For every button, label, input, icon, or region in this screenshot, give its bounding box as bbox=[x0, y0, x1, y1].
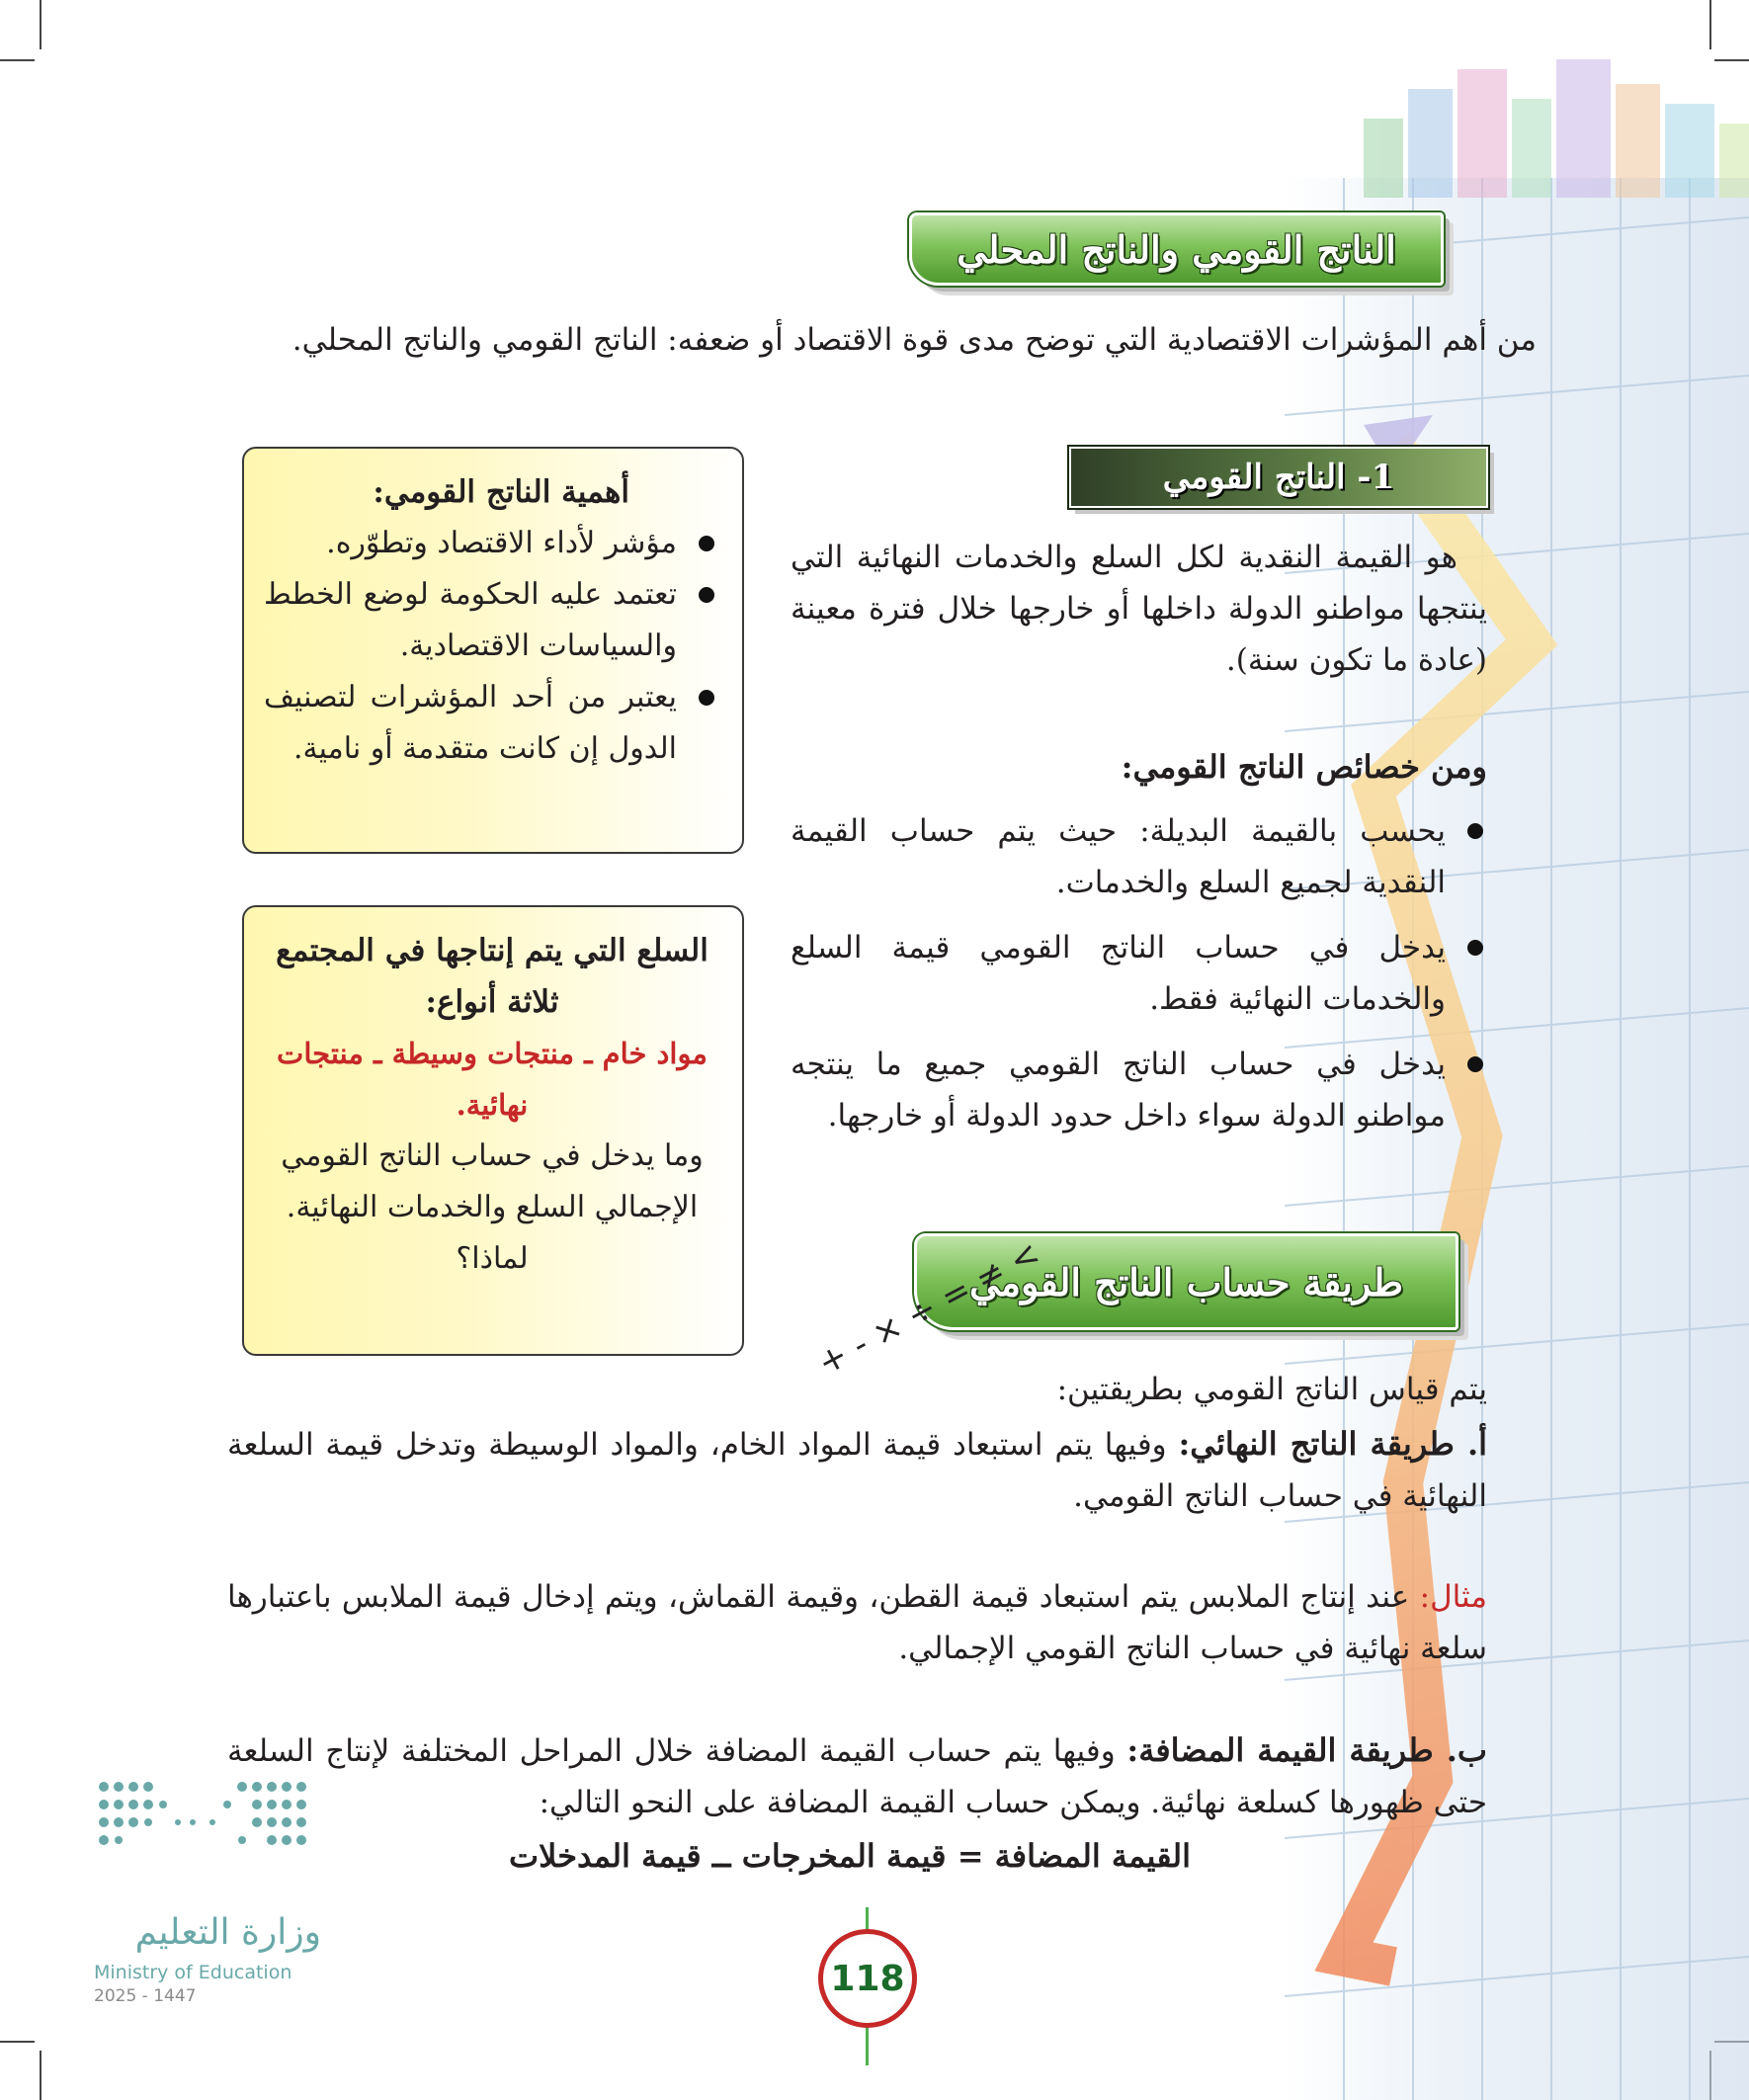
bullet-icon bbox=[699, 536, 714, 551]
page-number: 118 bbox=[830, 1958, 905, 1999]
list-item: مؤشر لأداء الاقتصاد وتطوّره. bbox=[264, 518, 718, 569]
example-text: عند إنتاج الملابس يتم استبعاد قيمة القطن، وقيمة القماش، ويتم إدخال قيمة الملابس باعتبارها سلعة نهائية في حساب الناتج القومي الإجمالي. bbox=[227, 1579, 1487, 1666]
crop-mark bbox=[0, 2041, 35, 2043]
math-symbols-decoration: + - × ÷ = ≠ < bbox=[811, 1233, 1046, 1384]
goods-question: لماذا؟ bbox=[456, 1241, 529, 1276]
main-title: الناتج القومي والناتج المحلي bbox=[957, 226, 1396, 272]
definition-paragraph: هو القيمة النقدية لكل السلع والخدمات النهائية التي ينتجها مواطنو الدولة داخلها أو خارجها خلال فترة معينة (عادة ما تكون سنة). bbox=[791, 540, 1487, 678]
importance-list bbox=[264, 518, 718, 775]
list-item: يدخل في حساب الناتج القومي قيمة السلع والخدمات النهائية فقط. bbox=[791, 922, 1487, 1025]
bullet-icon bbox=[699, 587, 714, 603]
bullet-icon bbox=[1467, 1056, 1483, 1072]
example-label: مثال: bbox=[1419, 1579, 1487, 1615]
characteristics-list bbox=[791, 805, 1487, 1141]
bullet-icon bbox=[1467, 823, 1483, 839]
section2-title: طريقة حساب الناتج القومي bbox=[968, 1259, 1404, 1304]
bullet-icon bbox=[1467, 940, 1483, 956]
goods-box bbox=[242, 905, 744, 1356]
goods-types: مواد خام ـ منتجات وسيطة ـ منتجات نهائية. bbox=[277, 1037, 708, 1122]
section1-banner bbox=[1069, 447, 1488, 508]
method-a-label: أ. طريقة الناتج النهائي: bbox=[1178, 1425, 1488, 1463]
list-item: تعتمد عليه الحكومة لوضع الخطط والسياسات الاقتصادية. bbox=[264, 569, 718, 672]
intro-paragraph: من أهم المؤشرات الاقتصادية التي توضح مدى قوة الاقتصاد أو ضعفه: الناتج القومي والناتج المحلي. bbox=[292, 322, 1537, 358]
crop-mark bbox=[0, 59, 35, 61]
ministry-name-arabic: وزارة التعليم bbox=[134, 1912, 321, 1953]
method-b-label: ب. طريقة القيمة المضافة: bbox=[1126, 1731, 1488, 1769]
method-b bbox=[227, 1724, 1487, 1828]
importance-title: أهمية الناتج القومي: bbox=[373, 474, 629, 510]
ministry-logo-dots bbox=[94, 1777, 321, 1861]
crop-mark bbox=[40, 2051, 42, 2100]
main-title-banner bbox=[909, 212, 1444, 286]
crop-mark bbox=[40, 0, 42, 49]
page-number-badge bbox=[818, 1929, 917, 2028]
goods-title: السلع التي يتم إنتاجها في المجتمع ثلاثة أنواع: bbox=[276, 933, 708, 1020]
bullet-icon bbox=[699, 690, 714, 706]
list-item: يدخل في حساب الناتج القومي جميع ما ينتجه مواطنو الدولة سواء داخل حدود الدولة أو خارجها. bbox=[791, 1039, 1487, 1141]
ministry-name-english: Ministry of Education bbox=[94, 1962, 292, 1983]
ministry-year: 2025 - 1447 bbox=[94, 1986, 197, 2006]
formula: القيمة المضافة = قيمة المخرجات ــ قيمة المدخلات bbox=[508, 1837, 1192, 1875]
method-b-text: وفيها يتم حساب القيمة المضافة خلال المراحل المختلفة لإنتاج السلعة حتى ظهورها كسلعة نهائية. ويمكن حساب القيمة المضافة على النحو التالي: bbox=[227, 1733, 1487, 1820]
method-a bbox=[227, 1418, 1487, 1522]
method-a-text: وفيها يتم استبعاد قيمة المواد الخام، والمواد الوسيطة وتدخل قيمة السلعة النهائية في حساب الناتج القومي. bbox=[227, 1427, 1487, 1514]
goods-text: وما يدخل في حساب الناتج القومي الإجمالي السلع والخدمات النهائية. bbox=[281, 1138, 704, 1224]
characteristics-heading: ومن خصائص الناتج القومي: bbox=[1121, 748, 1487, 786]
importance-box bbox=[242, 447, 744, 854]
section1-title: 1- الناتج القومي bbox=[1162, 458, 1395, 497]
list-item: يعتبر من أحد المؤشرات لتصنيف الدول إن كانت متقدمة أو نامية. bbox=[264, 672, 718, 775]
methods-intro: يتم قياس الناتج القومي بطريقتين: bbox=[1056, 1372, 1487, 1407]
example bbox=[227, 1571, 1487, 1674]
list-item: يحسب بالقيمة البديلة: حيث يتم حساب القيمة النقدية لجميع السلع والخدمات. bbox=[791, 805, 1487, 908]
